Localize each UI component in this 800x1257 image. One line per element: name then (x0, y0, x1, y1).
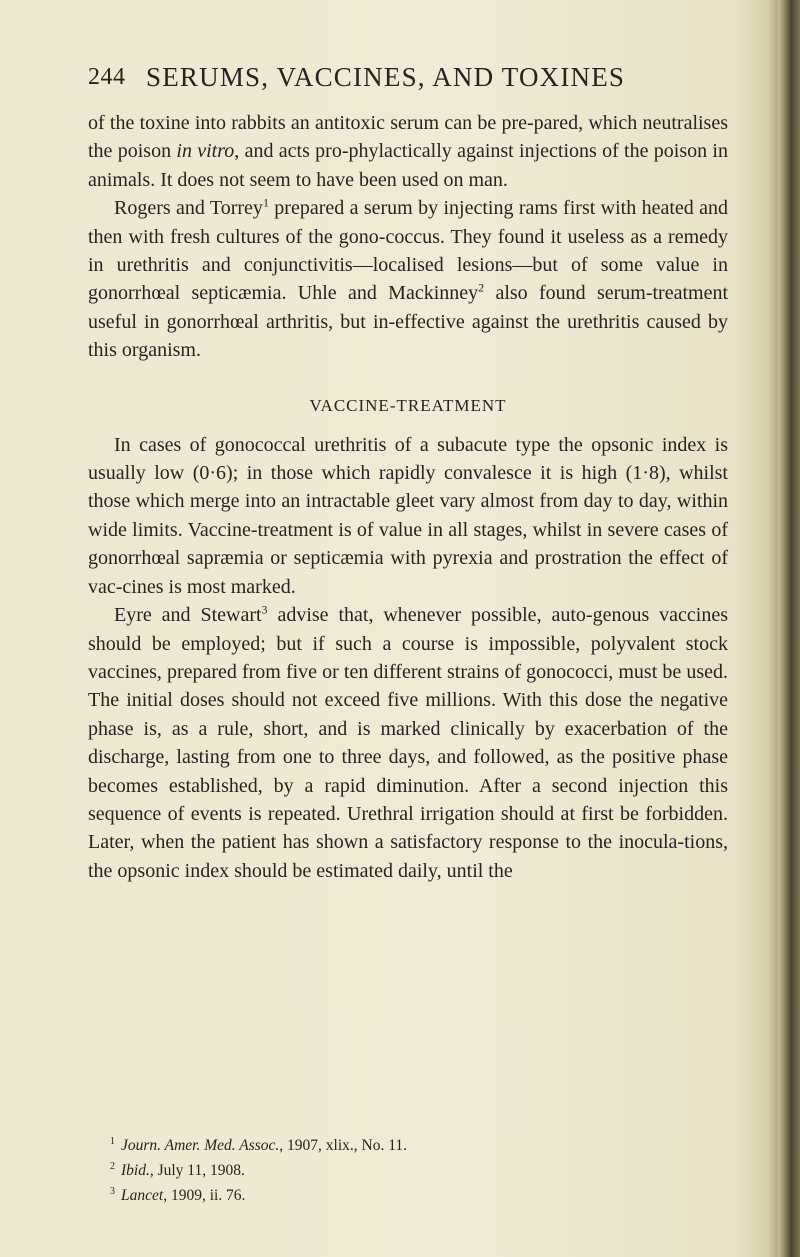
footnote-source: Journ. Amer. Med. Assoc. (121, 1137, 280, 1155)
page-number: 244 (88, 64, 126, 90)
footnote-reference: 2 (478, 280, 485, 295)
footnote-details: , 1907, xlix., No. 11. (279, 1137, 408, 1155)
text-run: In cases of gonococcal urethritis of a subacute type the opsonic index is usually low (0·6); in those which rapidly convalesce it is high (1·8), whilst those which merge into an intractable gleet vary almost from day to day, within wide limits. Vaccine-treatment is of value in all stages, whilst in severe cases of gonorrhœal sapræmia or septicæmia with pyrexia and prostration the effect of vac-cines is most marked. (88, 433, 728, 598)
text-run: Rogers and Torrey (114, 197, 263, 220)
footnote-details: , 1909, ii. 76. (163, 1187, 246, 1205)
section-heading: VACCINE-TREATMENT (309, 395, 507, 415)
paragraph (88, 601, 728, 885)
footnote (110, 1131, 710, 1156)
running-header (88, 62, 728, 96)
paragraphs-after-heading (88, 431, 728, 886)
footnotes (110, 1131, 710, 1206)
footnote-source: Lancet (121, 1187, 164, 1205)
text-run: Eyre and Stewart (114, 604, 262, 627)
footnote-source: Ibid. (121, 1162, 150, 1180)
paragraph (88, 109, 728, 194)
footnote-reference: 1 (262, 195, 269, 210)
footnote-details: , July 11, 1908. (149, 1162, 245, 1180)
running-title: SERUMS, VACCINES, AND TOXINES (146, 62, 626, 92)
body-text (88, 109, 728, 885)
text-run: , and acts pro-phylactically against injections of the poison in animals. It does not seem to have been used on man. (88, 140, 728, 191)
footnote-reference: 3 (261, 602, 268, 617)
text-run: of the toxine into rabbits an antitoxic serum can be pre-pared, which neutralises the poison (88, 112, 728, 163)
paragraphs-before-heading (88, 109, 728, 365)
text-run: also found serum-treatment useful in gonorrhœal arthritis, but in-effective against the urethritis caused by this organism. (88, 282, 728, 362)
text-run: prepared a serum by injecting rams first with heated and then with fresh cultures of the gono-coccus. They found it useless as a remedy in urethritis and conjunctivitis—localised lesions—but of some value in gonorrhœal septicæmia. Uhle and Mackinney (88, 197, 728, 305)
paragraph (88, 194, 728, 364)
footnote-number: 1 (110, 1136, 115, 1147)
footnote (110, 1181, 710, 1206)
footnote-number: 3 (110, 1186, 115, 1198)
page-edge-binding (778, 0, 800, 1257)
footnote (110, 1156, 710, 1181)
text-run: advise that, whenever possible, auto-genous vaccines should be employed; but if such a course is impossible, polyvalent stock vaccines, prepared from five or ten different strains of gonococci, must be used. The initial doses should not exceed five millions. With this dose the negative phase is, as a rule, short, and is marked clinically by exacerbation of the discharge, lasting from one to three days, and followed, as the positive phase becomes established, by a rapid diminution. After a second injection this sequence of events is repeated. Urethral irrigation should at first be forbidden. Later, when the patient has shown a satisfactory response to the inocula-tions, the opsonic index should be estimated daily, until the (88, 604, 728, 882)
paragraph (88, 431, 728, 601)
italic-text: in vitro (176, 140, 235, 163)
footnote-number: 2 (110, 1161, 115, 1173)
